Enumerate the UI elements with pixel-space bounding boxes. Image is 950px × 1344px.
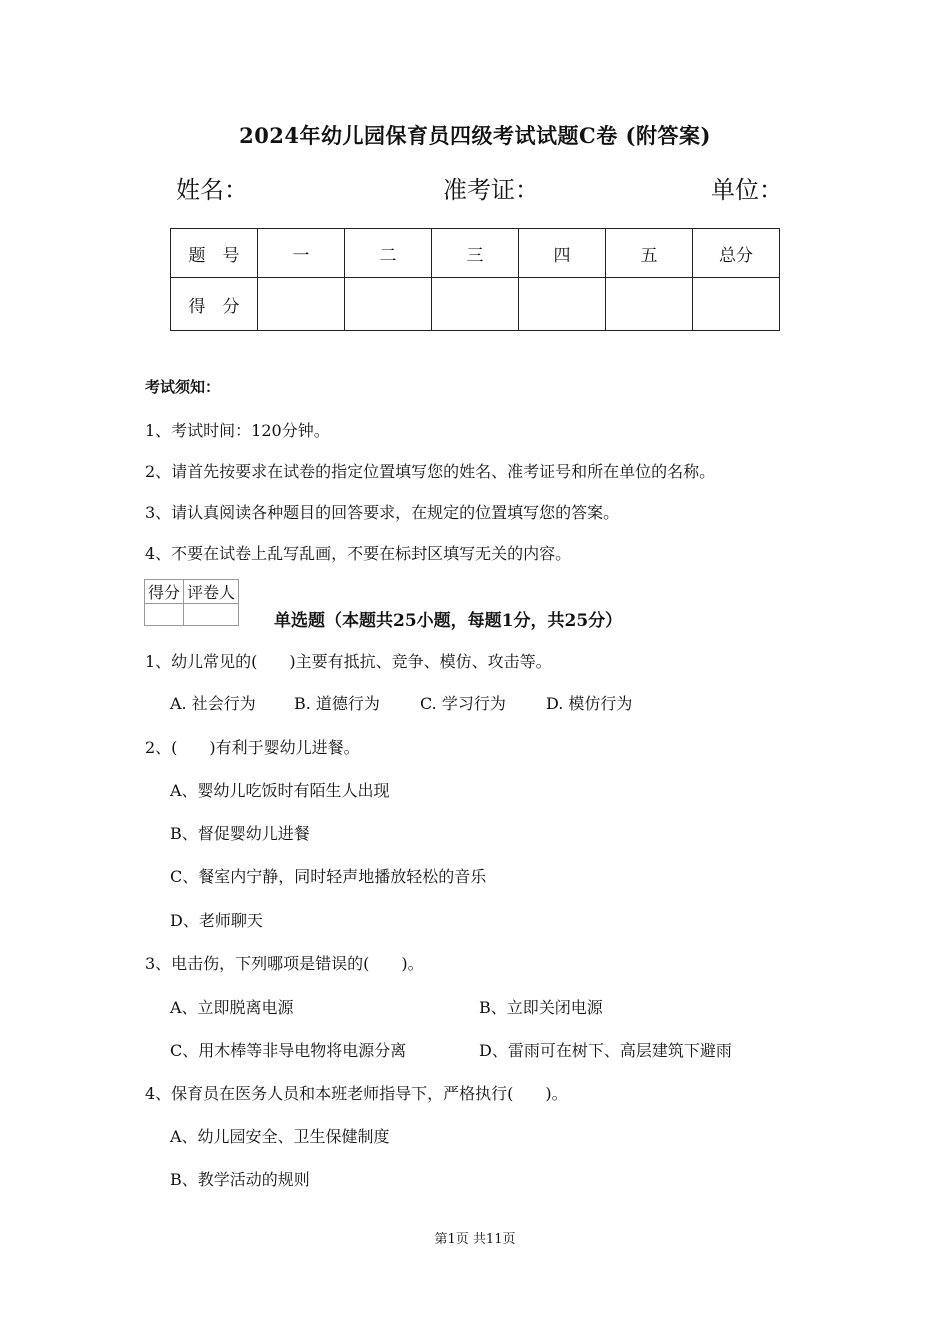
page-title: 2024年幼儿园保育员四级考试试题C卷 (附答案) <box>239 123 711 148</box>
question-stem: 4、保育员在医务人员和本班老师指导下，严格执行( )。 <box>145 1084 568 1103</box>
option-b[interactable]: B. 道德行为 <box>294 694 380 713</box>
notice-item: 1、考试时间：120分钟。 <box>145 421 330 440</box>
name-field-label: 姓名： <box>176 176 248 204</box>
option-b[interactable]: B、督促婴幼儿进餐 <box>170 824 310 843</box>
option-c[interactable]: C. 学习行为 <box>420 694 506 713</box>
score-input-cell[interactable] <box>606 278 693 331</box>
notice-item: 4、不要在试卷上乱写乱画，不要在标封区填写无关的内容。 <box>145 544 572 563</box>
option-c[interactable]: C、餐室内宁静，同时轻声地播放轻松的音乐 <box>170 867 487 886</box>
option-b[interactable]: B、立即关闭电源 <box>479 998 603 1017</box>
grader-name-label: 评卷人 <box>184 580 239 604</box>
option-b[interactable]: B、教学活动的规则 <box>170 1170 310 1189</box>
score-header-cell: 总分 <box>693 229 780 278</box>
score-header-cell: 五 <box>606 229 693 278</box>
option-a[interactable]: A、幼儿园安全、卫生保健制度 <box>170 1127 390 1146</box>
question-stem: 3、电击伤，下列哪项是错误的( )。 <box>145 954 424 973</box>
score-table <box>170 228 780 331</box>
score-table-header-row <box>171 229 780 278</box>
score-input-cell[interactable] <box>432 278 519 331</box>
notice-item: 3、请认真阅读各种题目的回答要求，在规定的位置填写您的答案。 <box>145 503 620 522</box>
option-d[interactable]: D、老师聊天 <box>170 911 263 930</box>
score-input-cell[interactable] <box>258 278 345 331</box>
option-a[interactable]: A、婴幼儿吃饭时有陌生人出现 <box>170 781 390 800</box>
grader-name-cell[interactable] <box>184 604 239 626</box>
question-stem: 1、幼儿常见的( )主要有抵抗、竞争、模仿、攻击等。 <box>145 652 552 671</box>
grader-score-label: 得分 <box>145 580 184 604</box>
option-a[interactable]: A、立即脱离电源 <box>170 998 294 1017</box>
option-a[interactable]: A. 社会行为 <box>170 694 256 713</box>
unit-field-label: 单位： <box>711 176 783 204</box>
notice-item: 2、请首先按要求在试卷的指定位置填写您的姓名、准考证号和所在单位的名称。 <box>145 462 716 481</box>
exam-id-field-label: 准考证： <box>443 176 539 204</box>
question-stem: 2、( )有利于婴幼儿进餐。 <box>145 738 360 757</box>
score-header-cell: 题 号 <box>171 229 258 278</box>
score-input-cell[interactable] <box>345 278 432 331</box>
page-footer: 第1页 共11页 <box>434 1232 516 1247</box>
score-input-cell[interactable] <box>693 278 780 331</box>
score-header-cell: 四 <box>519 229 606 278</box>
score-table-score-row <box>171 278 780 331</box>
score-header-cell: 二 <box>345 229 432 278</box>
score-input-cell[interactable] <box>519 278 606 331</box>
grader-score-cell[interactable] <box>145 604 184 626</box>
score-header-cell: 三 <box>432 229 519 278</box>
score-row-label: 得 分 <box>171 278 258 331</box>
score-header-cell: 一 <box>258 229 345 278</box>
option-c[interactable]: C、用木棒等非导电物将电源分离 <box>170 1041 407 1060</box>
notice-heading: 考试须知： <box>145 378 221 396</box>
grader-box <box>144 579 239 626</box>
option-d[interactable]: D. 模仿行为 <box>546 694 633 713</box>
section-title: 单选题（本题共25小题，每题1分，共25分） <box>274 611 623 631</box>
option-d[interactable]: D、雷雨可在树下、高层建筑下避雨 <box>479 1041 732 1060</box>
